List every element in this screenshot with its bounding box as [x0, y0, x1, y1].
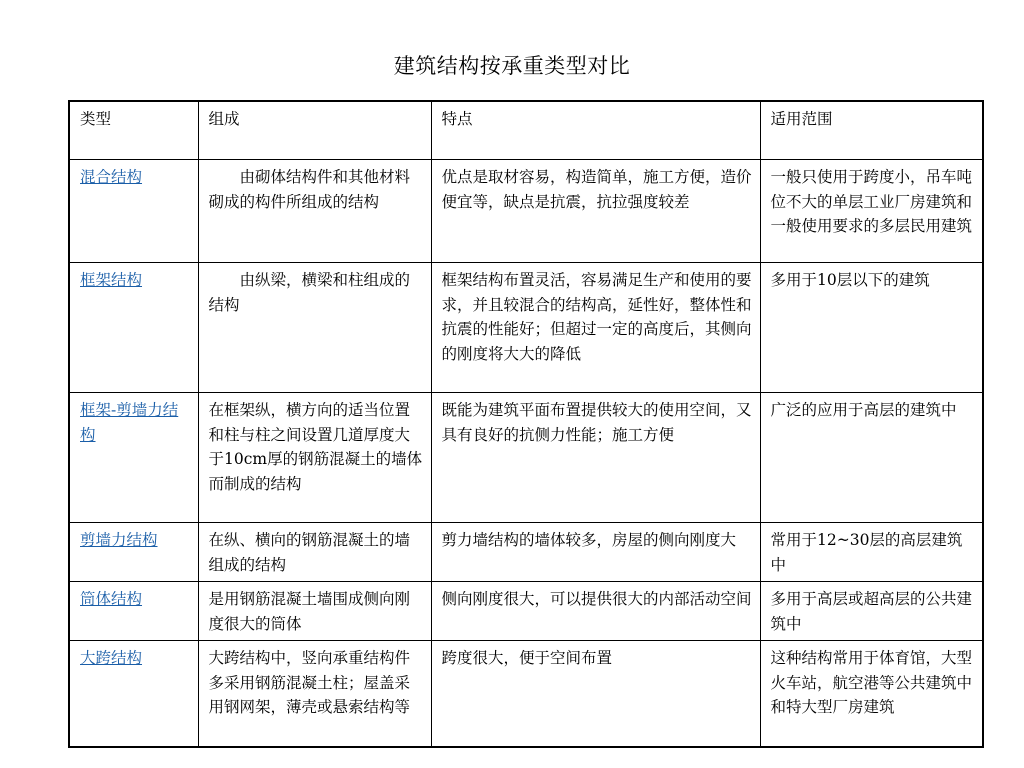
- type-cell: [69, 160, 198, 263]
- table-row: [69, 160, 983, 263]
- type-link-shear-wall-structure[interactable]: 剪墙力结构: [80, 531, 158, 549]
- features-cell: 框架结构布置灵活，容易满足生产和使用的要求，并且较混合的结构高，延性好，整体性和抗震的性能好；但超过一定的高度后，其侧向的刚度将大大的降低: [431, 263, 760, 393]
- composition-cell: 是用钢筋混凝土墙围成侧向刚度很大的筒体: [198, 582, 431, 641]
- type-link-tube-structure[interactable]: 筒体结构: [80, 590, 143, 608]
- type-cell: [69, 263, 198, 393]
- table-row: [69, 393, 983, 523]
- table-row: [69, 582, 983, 641]
- type-link-large-span-structure[interactable]: 大跨结构: [80, 649, 143, 667]
- type-cell: [69, 641, 198, 747]
- scope-cell: 这种结构常用于体育馆，大型火车站，航空港等公共建筑中和特大型厂房建筑: [760, 641, 983, 747]
- table-row: [69, 641, 983, 747]
- scope-cell: 多用于10层以下的建筑: [760, 263, 983, 393]
- type-link-mixed-structure[interactable]: 混合结构: [80, 168, 143, 186]
- scope-cell: 广泛的应用于高层的建筑中: [760, 393, 983, 523]
- table-header-row: [69, 101, 983, 160]
- header-scope: 适用范围: [760, 101, 983, 160]
- scope-cell: 常用于12~30层的高层建筑中: [760, 523, 983, 582]
- table-row: [69, 263, 983, 393]
- features-cell: 剪力墙结构的墙体较多，房屋的侧向刚度大: [431, 523, 760, 582]
- features-cell: 跨度很大，便于空间布置: [431, 641, 760, 747]
- type-link-frame-structure[interactable]: 框架结构: [80, 271, 143, 289]
- features-cell: 侧向刚度很大，可以提供很大的内部活动空间: [431, 582, 760, 641]
- features-cell: 既能为建筑平面布置提供较大的使用空间，又具有良好的抗侧力性能；施工方便: [431, 393, 760, 523]
- header-type: 类型: [69, 101, 198, 160]
- composition-cell: 大跨结构中，竖向承重结构件多采用钢筋混凝土柱；屋盖采用钢网架，薄壳或悬索结构等: [198, 641, 431, 747]
- header-composition: 组成: [198, 101, 431, 160]
- composition-cell: 在纵、横向的钢筋混凝土的墙组成的结构: [198, 523, 431, 582]
- composition-cell: 由砌体结构件和其他材料砌成的构件所组成的结构: [198, 160, 431, 263]
- scope-cell: 一般只使用于跨度小，吊车吨位不大的单层工业厂房建筑和一般使用要求的多层民用建筑: [760, 160, 983, 263]
- type-cell: [69, 582, 198, 641]
- composition-cell: 由纵梁，横梁和柱组成的结构: [198, 263, 431, 393]
- comparison-table: [68, 100, 984, 748]
- type-cell: [69, 393, 198, 523]
- type-cell: [69, 523, 198, 582]
- scope-cell: 多用于高层或超高层的公共建筑中: [760, 582, 983, 641]
- composition-cell: 在框架纵，横方向的适当位置和柱与柱之间设置几道厚度大于10cm厚的钢筋混凝土的墙体而制成的结构: [198, 393, 431, 523]
- page-title: 建筑结构按承重类型对比: [393, 54, 631, 78]
- table-row: [69, 523, 983, 582]
- header-features: 特点: [431, 101, 760, 160]
- features-cell: 优点是取材容易，构造简单，施工方便，造价便宜等，缺点是抗震，抗拉强度较差: [431, 160, 760, 263]
- type-link-frame-shear-wall-structure[interactable]: 框架-剪墙力结构: [80, 401, 179, 444]
